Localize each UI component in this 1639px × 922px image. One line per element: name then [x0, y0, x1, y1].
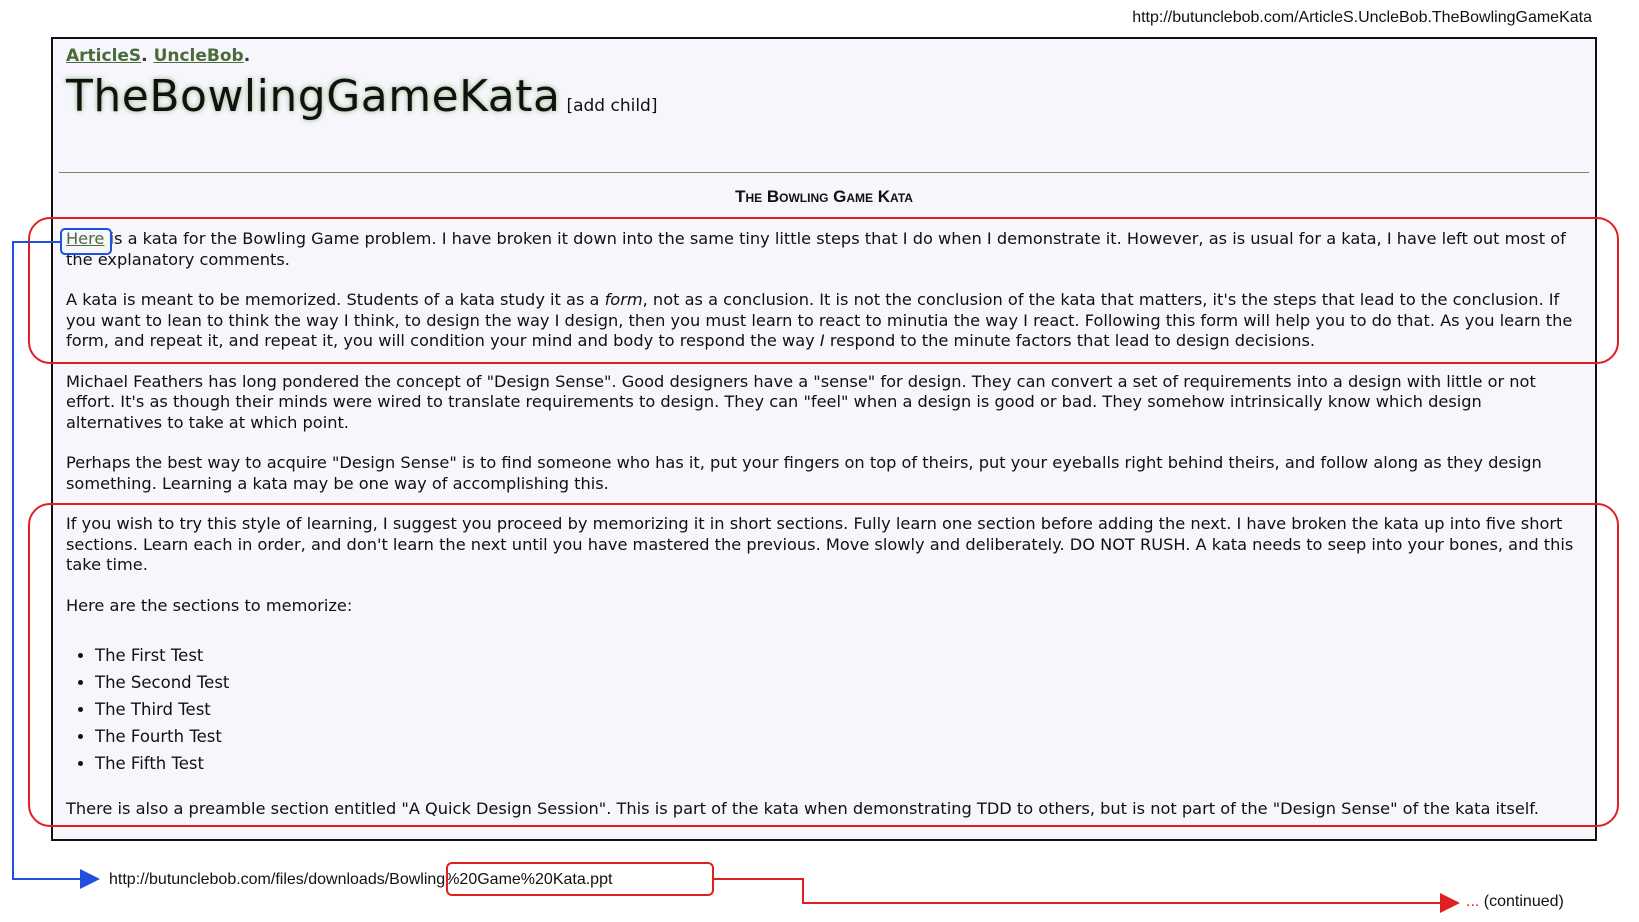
paragraph-kata-form-text-c: respond to the minute factors that lead to design decisions. [824, 331, 1316, 350]
continued-dots: ... [1466, 893, 1480, 910]
red-connector-arrow [714, 879, 1456, 903]
list-item[interactable]: • The Second Test [95, 669, 1582, 696]
continued-text: (continued) [1479, 893, 1564, 910]
list-item[interactable]: • The First Test [95, 642, 1582, 669]
download-url-prefix: http://butunclebob.com/files/downloads/ [109, 871, 390, 888]
list-item[interactable]: • The Third Test [95, 696, 1582, 723]
breadcrumb-separator: . [243, 46, 251, 66]
list-item[interactable]: • The Fifth Test [95, 750, 1582, 777]
emphasis-form: form [604, 290, 643, 309]
continued-note [1466, 893, 1564, 911]
add-child-link[interactable]: [add child] [566, 96, 658, 116]
paragraph-kata-form-text-b: , not as a conclusion. It is not the conclusion of the kata that matters, it's the steps that lead to the conclusion. If you want to lean to think the way I think, to design the way I design, then you must learn to react to minutia the way I react. Following this form will help you to do that. As you learn the form, and repeat it, and repeat it, you will condition your mind and body to respond the way [66, 290, 1573, 350]
paragraph-acquire-sense: Perhaps the best way to acquire "Design Sense" is to find someone who has it, put your fingers on top of theirs, put your eyeballs right behind theirs, and follow along as they design something. Learning a kata may be one way of accomplishing this. [66, 453, 1542, 493]
list-item[interactable]: • The Fourth Test [95, 723, 1582, 750]
here-download-link[interactable]: Here [66, 229, 105, 248]
paragraph-learning-style: If you wish to try this style of learning, I suggest you proceed by memorizing it in short sections. Fully learn one section before adding the next. I have broken the kata up into five short sections. Learn each in order, and don't learn the next until you have mastered the previous. Move slowly and deliberately. DO NOT RUSH. A kata needs to seep into your bones, and this take time. [66, 514, 1574, 574]
breadcrumb-link-unclebob[interactable]: UncleBob [153, 46, 244, 66]
paragraph-intro-text: is a kata for the Bowling Game problem. I have broken it down into the same tiny little steps that I do when I demonstrate it. However, as is usual for a kata, I have left out most of the explanatory comments. [66, 229, 1566, 269]
breadcrumb-separator: . [141, 46, 148, 66]
page-title: TheBowlingGameKata [66, 71, 561, 122]
file-highlight-box [446, 862, 714, 896]
paragraph-kata-form-text-a: A kata is meant to be memorized. Students of a kata study it as a [66, 290, 605, 309]
emphasis-i: I [819, 331, 825, 350]
breadcrumb-link-articles[interactable]: ArticleS [66, 46, 142, 66]
paragraph-sections-intro: Here are the sections to memorize: [66, 595, 353, 615]
paragraph-preamble: There is also a preamble section entitled "A Quick Design Session". This is part of the kata when demonstrating TDD to others, but is not part of the "Design Sense" of the kata itself. [66, 799, 1539, 818]
download-file-name: Bowling%20Game%20Kata.ppt [389, 871, 613, 888]
section-heading: The Bowling Game Kata [735, 187, 913, 206]
top-url-text: http://butunclebob.com/ArticleS.UncleBob.TheBowlingGameKata [1132, 9, 1592, 26]
paragraph-design-sense: Michael Feathers has long pondered the concept of "Design Sense". Good designers have a "sense" for design. They can convert a set of requirements into a design with little or not effort. It's as though their minds were wired to translate requirements to design. They can "feel" when a design is good or bad. They somehow intrinsically know which design alternatives to take at which point. [66, 371, 1536, 432]
blue-connector-arrow [13, 242, 96, 879]
